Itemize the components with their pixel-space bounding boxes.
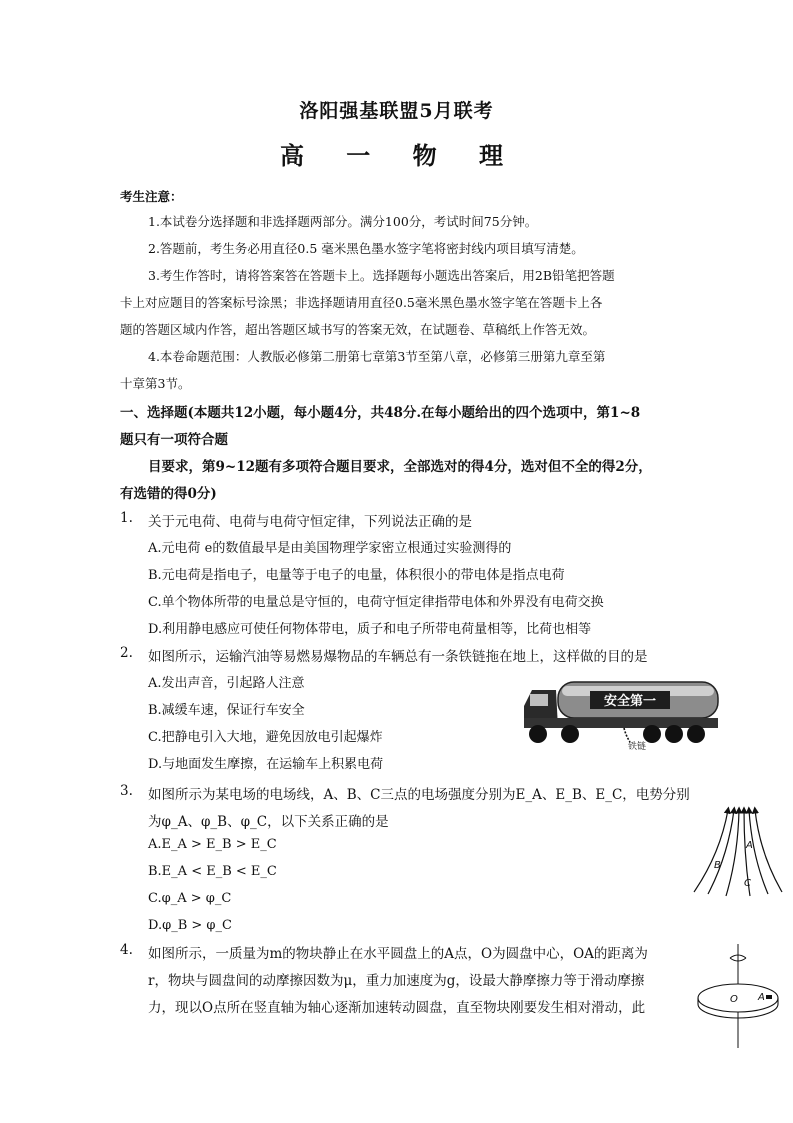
iron-chain (624, 728, 630, 742)
question-stem: 如图所示为某电场的电场线，A、B、C三点的电场强度分别为E_A、E_B、E_C，电势分别 (148, 787, 690, 803)
option-c: C.把静电引入大地，避免因放电引起爆炸 (148, 730, 383, 745)
block (766, 995, 772, 999)
section-header: 题只有一项符合题 (120, 432, 228, 448)
field-line (694, 810, 728, 892)
option-b: B.E_A < E_B < E_C (148, 864, 277, 879)
notice-item: 卡上对应题目的答案标号涂黑；非选择题请用直径0.5毫米黑色墨水签字笔在答题卡上各 (120, 295, 603, 310)
center-o-label: O (730, 994, 738, 1005)
section-header: 有选错的得0分) (120, 486, 217, 502)
exam-name: 洛阳强基联盟5月联考 (299, 100, 494, 122)
truck-chassis (524, 718, 718, 728)
chain-label: 铁链 (628, 742, 647, 750)
notice-item: 1.本试卷分选择题和非选择题两部分。满分100分，考试时间75分钟。 (148, 214, 538, 229)
tanker-truck-figure (522, 676, 722, 750)
notice-item: 4.本卷命题范围：人教版必修第二册第七章第3节至第八章，必修第三册第九章至第 (148, 349, 606, 364)
section-header: 一、选择题(本题共12小题，每小题4分，共48分.在每小题给出的四个选项中，第1~8 (120, 405, 641, 421)
wheel (561, 725, 579, 743)
field-line (749, 810, 768, 894)
question-stem: 力，现以O点所在竖直轴为轴心逐渐加速转动圆盘，直至物块刚要发生相对滑动，此 (148, 1000, 646, 1016)
electric-field-figure (690, 804, 786, 898)
question-stem: r，物块与圆盘间的动摩擦因数为μ，重力加速度为g，设最大静摩擦力等于滑动摩擦 (148, 973, 645, 989)
notice-item: 十章第3节。 (120, 376, 191, 391)
point-c-label: C (744, 878, 751, 889)
question-number: 1. (120, 510, 133, 526)
tank-text: 安全第一 (603, 694, 657, 709)
wheel (665, 725, 683, 743)
point-a-label: A (758, 992, 765, 1003)
point-b-label: B (714, 860, 721, 871)
notice-item: 2.答题前，考生务必用直径0.5 毫米黑色墨水签字笔将密封线内项目填写清楚。 (148, 241, 584, 256)
question-number: 4. (120, 942, 133, 958)
option-c: C.φ_A > φ_C (148, 891, 232, 906)
rotating-disk-figure (694, 942, 786, 1050)
truck-window (530, 694, 548, 706)
option-b: B.元电荷是指电子，电量等于电子的电量，体积很小的带电体是指点电荷 (148, 568, 565, 583)
notice-item: 题的答题区域内作答，超出答题区域书写的答案无效，在试题卷、草稿纸上作答无效。 (120, 322, 596, 337)
option-d: D.φ_B > φ_C (148, 918, 232, 933)
point-a-label: A (746, 840, 753, 851)
notice-title: 考生注意： (120, 189, 183, 204)
option-b: B.减缓车速，保证行车安全 (148, 703, 305, 718)
wheel (687, 725, 705, 743)
option-a: A.发出声音，引起路人注意 (148, 676, 305, 691)
question-stem: 为φ_A、φ_B、φ_C，以下关系正确的是 (148, 814, 389, 830)
question-number: 2. (120, 645, 133, 661)
field-line (755, 810, 782, 892)
option-d: D.与地面发生摩擦，在运输车上积累电荷 (148, 757, 384, 772)
wheel (529, 725, 547, 743)
question-stem: 关于元电荷、电荷与电荷守恒定律，下列说法正确的是 (148, 514, 472, 530)
section-header: 目要求，第9~12题有多项符合题目要求，全部选对的得4分，选对但不全的得2分， (148, 459, 652, 475)
subject-title: 高 一 物 理 (279, 141, 514, 170)
option-c: C.单个物体所带的电量总是守恒的，电荷守恒定律指带电体和外界没有电荷交换 (148, 595, 604, 610)
notice-item: 3.考生作答时，请将答案答在答题卡上。选择题每小题选出答案后，用2B铅笔把答题 (148, 268, 615, 283)
option-d: D.利用静电感应可使任何物体带电，质子和电子所带电荷量相等，比荷也相等 (148, 622, 592, 637)
question-number: 3. (120, 783, 133, 799)
option-a: A.E_A > E_B > E_C (148, 837, 277, 852)
question-stem: 如图所示，一质量为m的物块静止在水平圆盘上的A点，O为圆盘中心，OA的距离为 (148, 946, 648, 962)
wheel (643, 725, 661, 743)
option-a: A.元电荷 e的数值最早是由美国物理学家密立根通过实验测得的 (148, 541, 512, 556)
question-stem: 如图所示，运输汽油等易燃易爆物品的车辆总有一条铁链拖在地上，这样做的目的是 (148, 649, 648, 665)
